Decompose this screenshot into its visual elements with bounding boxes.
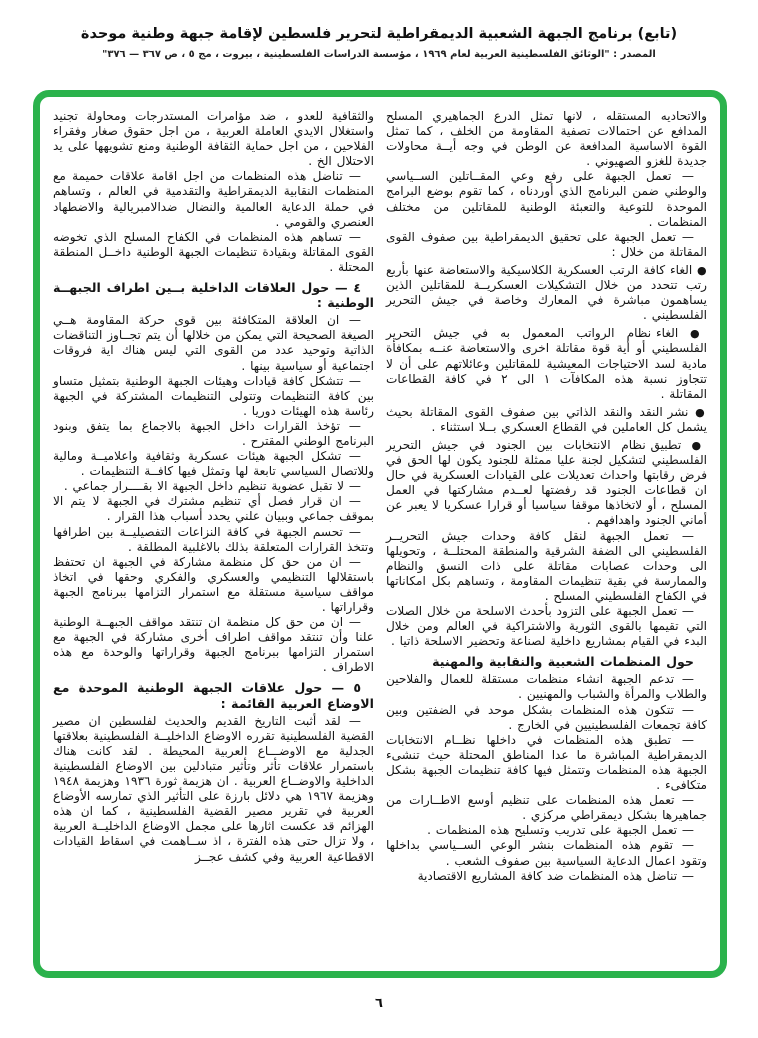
paragraph: — تعمل الجبهة على تدريب وتسليح هذه المنظمات . [427,823,694,838]
paragraph: — تحسم الجبهة في كافة النزاعات التفصيليــة بين اطرافها وتتخذ القرارات المتعلقة بذلك بالاغلبية المطلقة . [53,524,374,554]
paragraph: والاتحاديه المستقله ، لانها تمثل الدرع الجماهيري المسلح المدافع عن احتمالات تصفية المقاومة من الخلف ، كما تمثل القوة الاساسية المدافعة عن الوطن في وجه أيــة محاولات جديدة للغزو الصهيوني . [386,109,707,169]
paragraph: — تؤخذ القرارات داخل الجبهة بالاجماع بما يتفق وبنود البرنامج الوطني المقترح . [53,418,374,448]
paragraph: — تطبق هذه المنظمات في داخلها نظــام الانتخابات الديمقراطية المباشرة ما عدا المناطق المحتلة حيث تنشىء الجبهة هذه المنظمات وتتمثل فيها كافة تنظيمات الجبهة بشكل متكافىء . [386,732,707,793]
bullet-dot-icon: ● [688,405,707,419]
bullet-dot-icon: ● [692,263,707,277]
paragraph: — تقوم هذه المنظمات بنشر الوعي الســياسي بداخلها وتقود اعمال الدعاية السياسية بين صفوف الشعب . [386,838,707,868]
paragraph: — تدعم الجبهة انشاء منظمات مستقلة للعمال والفلاحين والطلاب والمرأة والشباب والمهنيين . [386,672,707,702]
section-heading: ٤ — حول العلاقات الداخلية بــين اطراف الجبهــة الوطنية : [53,280,374,311]
paragraph: — تعمل هذه المنظمات على تنظيم أوسع الاطــارات من جماهيرها بشكل ديمقراطي مركزي . [386,793,707,823]
paragraph: والثقافية للعدو ، ضد مؤامرات المستدرجات ومحاولة تجنيد واستغلال الايدي العاملة العربية ، من اجل حقوق صغار وفقراء الفلاحين ، من اجل حماية الثقافة الوطنية ومنع تشويهها على يد الاحتلال الخ . [53,109,374,169]
bullet-item: ● نشر النقد والنقد الذاتي بين صفوف القوى المقاتلة بحيث يشمل كل العاملين في القطاع العسكري بــلا استثناء . [386,404,707,434]
page-header [0,26,758,60]
paragraph: — ان من حق كل منظمة مشاركة في الجبهة ان تحتفظ باستقلالها التنظيمي والعسكري والفكري وحقها في اتخاذ مواقف سياسية مستقلة مع استمرار التزامها ببرنامج الجبهة وقراراتها . [53,554,374,614]
paragraph: — ان العلاقة المتكافئة بين قوى حركة المقاومة هــي الصيغة الصحيحة التي يمكن من خلالها أن يتم تجــاوز التناقضات الذاتية وتوحيد عدد من القوى التي ليس هناك اية فروقات اجتماعية أو سياسية بينها . [52,313,374,373]
text-columns [40,97,720,971]
paragraph: — تتكون هذه المنظمات بشكل موحد في الضفتين وبين كافة تجمعات الفلسطينيين في الخارج . [386,702,707,732]
section-heading: ٥ — حول علاقات الجبهة الوطنية الموحدة مع الاوضاع العربية القائمة : [53,680,374,711]
paragraph: — ان من حق كل منظمة ان تنتقد مواقف الجبهــة الوطنية علنا وأن تنتقد مواقف اطراف أخرى مشاركة في الجبهة مع استمرار التزامها ببرنامج الجبهة وقراراتها والوحدة مع هذه الاطراف . [53,615,374,675]
bullet-item: ● الغاء نظام الرواتب المعمول به في جيش التحرير الفلسطيني أو أية قوة مقاتلة اخرى والاستعاضة عنــه بمكافأة مادية لسد الاحتياجات المعيشية للمقاتلين وعائلاتهم على أن لا تتجاوز نسبة هذه المكافآت ١ الى ٢ في كافة القطاعات المقاتلة . [386,326,707,401]
paragraph: — لا تقبل عضوية تنظيم داخل الجبهة الا بقــــرار جماعي . [63,479,361,494]
paragraph: — تناضل هذه المنظمات ضد كافة المشاريع الاقتصادية [417,868,694,883]
column-left-second [53,109,374,961]
green-border-frame [33,90,727,978]
paragraph: — تعمل الجبهة على تحقيق الديمقراطية بين صفوف القوى المقاتلة من خلال : [386,229,707,259]
paragraph: — تعمل الجبهة على التزود بأحدث الاسلحة من خلال الصلات التي تقيمها بالقوى الثورية والاشتراكية في العالم ومن خلال البدء في القيام بمشاريع داخلية لصناعة وتحضير الاسلحة ذاتيا . [386,604,707,649]
page-number: ٦ [375,996,383,1011]
section-heading: حول المنظمات الشعبية والنقابية والمهنية [432,654,694,670]
bullet-dot-icon: ● [681,438,707,452]
bullet-item: ● تطبيق نظام الانتخابات بين الجنود في جيش التحرير الفلسطيني لتشكيل لجنة عليا ممثلة للجنود يكون لها الحق في فرض رقابتها واحداث تعديلات على القيادات العسكرية في حال ان قطاعات الجنود قد رفضتها لعــدم مشاركتها في العمل المسلح ، أو لاتخاذها موقفا سياسيا أو قرارا عسكريا لا يعبر عن أماني الجنود واهدافهم . [386,437,707,528]
bullet-item: ● الغاء كافة الرتب العسكرية الكلاسيكية والاستعاضة عنها بأربع رتب تتحدد من خلال التشكيلات العسكريــة للمقاتلين الذين يساهمون مباشرة في المعارك وخاصة في جيش التحرير الفلسطيني . [386,262,707,323]
paragraph: — ان قرار فصل أي تنظيم مشترك في الجبهة لا يتم الا بموقف جماعي وببيان علني يحدد أسباب هذا القرار . [53,494,374,524]
paragraph: — تعمل الجبهة لنقل كافة وحدات جيش التحريــر الفلسطيني الى الضفة الشرقية والمنطقة المحتلــة ، وتحويلها الى وحدات عصابات مقاتلة على ذات النسق والنظام والممارسة في بقية تنظيمات المقاومة ، وتساهم بكل امكاناتها في الكفاح الفلسطيني المسلح . [386,528,707,603]
bullet-dot-icon: ● [678,327,707,341]
column-right-first [386,109,707,961]
paragraph: — تناضل هذه المنظمات من اجل اقامة علاقات حميمة مع المنظمات النقابية الديمقراطية والتقدمية في العالم ، وتساهم في حملة الدعاية العالمية والنضال ضدالامبريالية والاضطهاد العنصري والقومي . [53,169,374,229]
document-title: (تابع) برنامج الجبهة الشعبية الديمقراطية لتحرير فلسطين لإقامة جبهة وطنية موحدة [80,26,678,42]
paragraph: — تعمل الجبهة على رفع وعي المقــاتلين الســياسي والوطني ضمن البرنامج الذي أوردناه ، كما تقوم بوضع البرامج الموحدة للتوعية والتعبئة الوطنية للمقاتلين من مختلف المنظمات . [386,169,707,229]
paragraph: — تشكل الجبهة هيئات عسكرية وثقافية واعلاميــة ومالية وللاتصال السياسي تابعة لها وتمثل فيها كافــة التنظيمات . [53,449,374,479]
paragraph: — تساهم هذه المنظمات في الكفاح المسلح الذي تخوضه القوى المقاتلة وبقيادة تنظيمات الجبهة الوطنية داخــل المنطقة المحتلة . [53,229,374,274]
paragraph: — لقد أثبت التاريخ القديم والحديث لفلسطين ان مصير القضية الفلسطينية تقرره الاوضاع الداخليــة الفلسطينية بعلاقتها الجدلية مع الاوضـــاع العربية المحيطة . لقد كانت هناك باستمرار علاقات تأثر وتأثير متبادلين بين الاوضاع الفلسطينية الداخلية والاوضــاع العربية . ان هزيمة ثورة ١٩٣٦ وهزيمة ١٩٤٨ وهزيمة ١٩٦٧ هي دلائل بارزة على التأثير الذي تمارسه الأوضاع العربية في تقرير مصير القضية الفلسطينية ، كما ان هذه الهزائم قد عكست اثارها على مجمل الاوضاع الداخليــة العربية ، ولا تزال حتى هذه الفترة ، اذ ســاهمت في اسقاط القيادات الاقطاعية العربية وفي كشف عجــز [53,713,374,864]
paragraph: — تتشكل كافة قيادات وهيئات الجبهة الوطنية بتمثيل متساو بين كافة التنظيمات وتتولى التنظيمات المشتركة في الجبهة رئاسة هذه الهيئات دوريا . [53,373,374,418]
document-source-citation: المصدر : "الوثائق الفلسطينية العربية لعام ١٩٦٩ ، مؤسسة الدراسات الفلسطينية ، بيروت ، مج ٥ ، ص ٣٦٧ — ٣٧٦" [102,49,656,60]
